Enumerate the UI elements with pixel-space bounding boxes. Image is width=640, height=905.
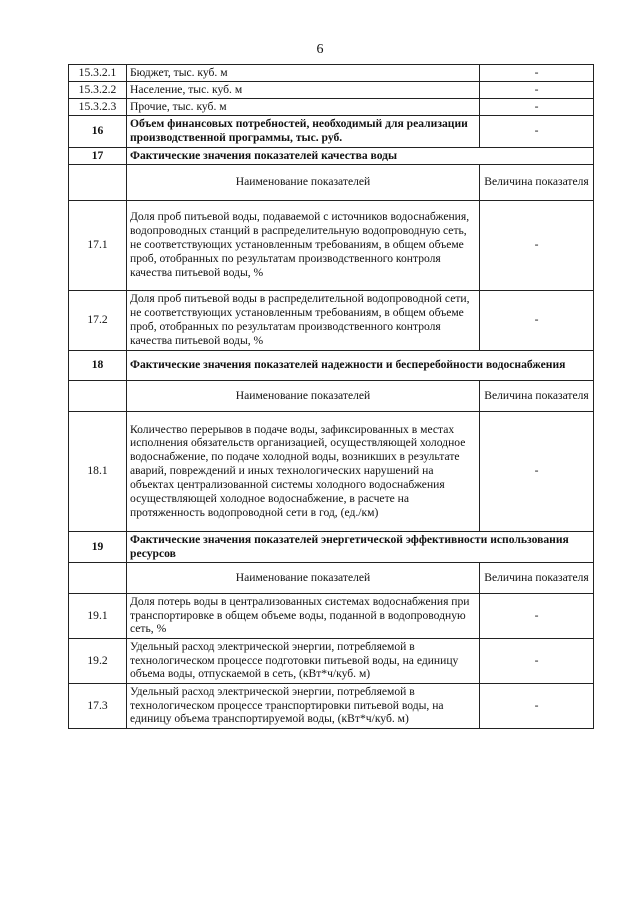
row-value: -	[480, 65, 594, 82]
section-number: 18	[69, 350, 127, 380]
column-header-value: Величина показателя	[480, 562, 594, 593]
row-number: 15.3.2.1	[69, 65, 127, 82]
section-title: Фактические значения показателей энергетической эффективности использования ресурсов	[127, 531, 594, 562]
column-header-row	[69, 562, 594, 593]
table-row	[69, 200, 594, 290]
row-number: 19.2	[69, 638, 127, 683]
section-title: Фактические значения показателей надежности и бесперебойности водоснабжения	[127, 350, 594, 380]
row-text: Количество перерывов в подаче воды, зафиксированных в местах исполнения обязательств организацией, осуществляющей холодное водоснабжение, по подаче холодной воды, возникших в результате аварий, повреждений и иных технологических нарушений на объектах централизованной системы холодного водоснабжения осуществляющей холодное водоснабжение, в расчете на протяженность водопроводной сети в год, (ед./км)	[127, 411, 480, 531]
column-header-name: Наименование показателей	[127, 164, 480, 200]
row-text: Бюджет, тыс. куб. м	[127, 65, 480, 82]
row-text: Удельный расход электрической энергии, потребляемой в технологическом процессе подготовки питьевой воды, на единицу объема воды, отпускаемой в сеть, (кВт*ч/куб. м)	[127, 638, 480, 683]
row-value: -	[480, 290, 594, 350]
page-number: 6	[316, 42, 324, 57]
row-value: -	[480, 683, 594, 728]
section-row	[69, 350, 594, 380]
row-number: 17.2	[69, 290, 127, 350]
table-row	[69, 65, 594, 82]
row-value: -	[480, 411, 594, 531]
section-row	[69, 147, 594, 164]
row-number: 15.3.2.2	[69, 81, 127, 98]
table-row	[69, 638, 594, 683]
table-row	[69, 411, 594, 531]
table-row	[69, 593, 594, 638]
row-text: Доля потерь воды в централизованных системах водоснабжения при транспортировке в общем объеме воды, поданной в водопроводную сеть, %	[127, 593, 480, 638]
table-row	[69, 81, 594, 98]
row-text: Доля проб питьевой воды, подаваемой с источников водоснабжения, водопроводных станций в распределительную водопроводную сеть, не соответствующих установленным требованиям, в общем объеме проб, отобранных по результатам производственного контроля качества питьевой воды, %	[127, 200, 480, 290]
row-text: Объем финансовых потребностей, необходимый для реализации производственной программы, тыс. руб.	[127, 115, 480, 147]
section-title: Фактические значения показателей качества воды	[127, 147, 594, 164]
column-header-value: Величина показателя	[480, 164, 594, 200]
column-header-row	[69, 380, 594, 411]
row-value: -	[480, 638, 594, 683]
row-number: 17.3	[69, 683, 127, 728]
row-value: -	[480, 200, 594, 290]
column-header-name: Наименование показателей	[127, 380, 480, 411]
row-number: 15.3.2.3	[69, 98, 127, 115]
column-header-row	[69, 164, 594, 200]
row-value: -	[480, 593, 594, 638]
table-row	[69, 290, 594, 350]
row-number: 17.1	[69, 200, 127, 290]
section-number: 19	[69, 531, 127, 562]
row-number: 16	[69, 115, 127, 147]
indicators-table	[68, 64, 594, 729]
section-number: 17	[69, 147, 127, 164]
row-value: -	[480, 115, 594, 147]
row-number: 18.1	[69, 411, 127, 531]
row-text: Удельный расход электрической энергии, потребляемой в технологическом процессе транспортировки питьевой воды, на единицу объема транспортируемой воды, (кВт*ч/куб. м)	[127, 683, 480, 728]
row-text: Прочие, тыс. куб. м	[127, 98, 480, 115]
table-row	[69, 98, 594, 115]
row-value: -	[480, 98, 594, 115]
section-row	[69, 531, 594, 562]
column-header-value: Величина показателя	[480, 380, 594, 411]
row-text: Доля проб питьевой воды в распределительной водопроводной сети, не соответствующих установленным требованиям, в общем объеме проб, отобранных по результатам производственного контроля качества питьевой воды, %	[127, 290, 480, 350]
table-row	[69, 683, 594, 728]
row-value: -	[480, 81, 594, 98]
row-text: Население, тыс. куб. м	[127, 81, 480, 98]
row-number: 19.1	[69, 593, 127, 638]
table-row	[69, 115, 594, 147]
column-header-name: Наименование показателей	[127, 562, 480, 593]
